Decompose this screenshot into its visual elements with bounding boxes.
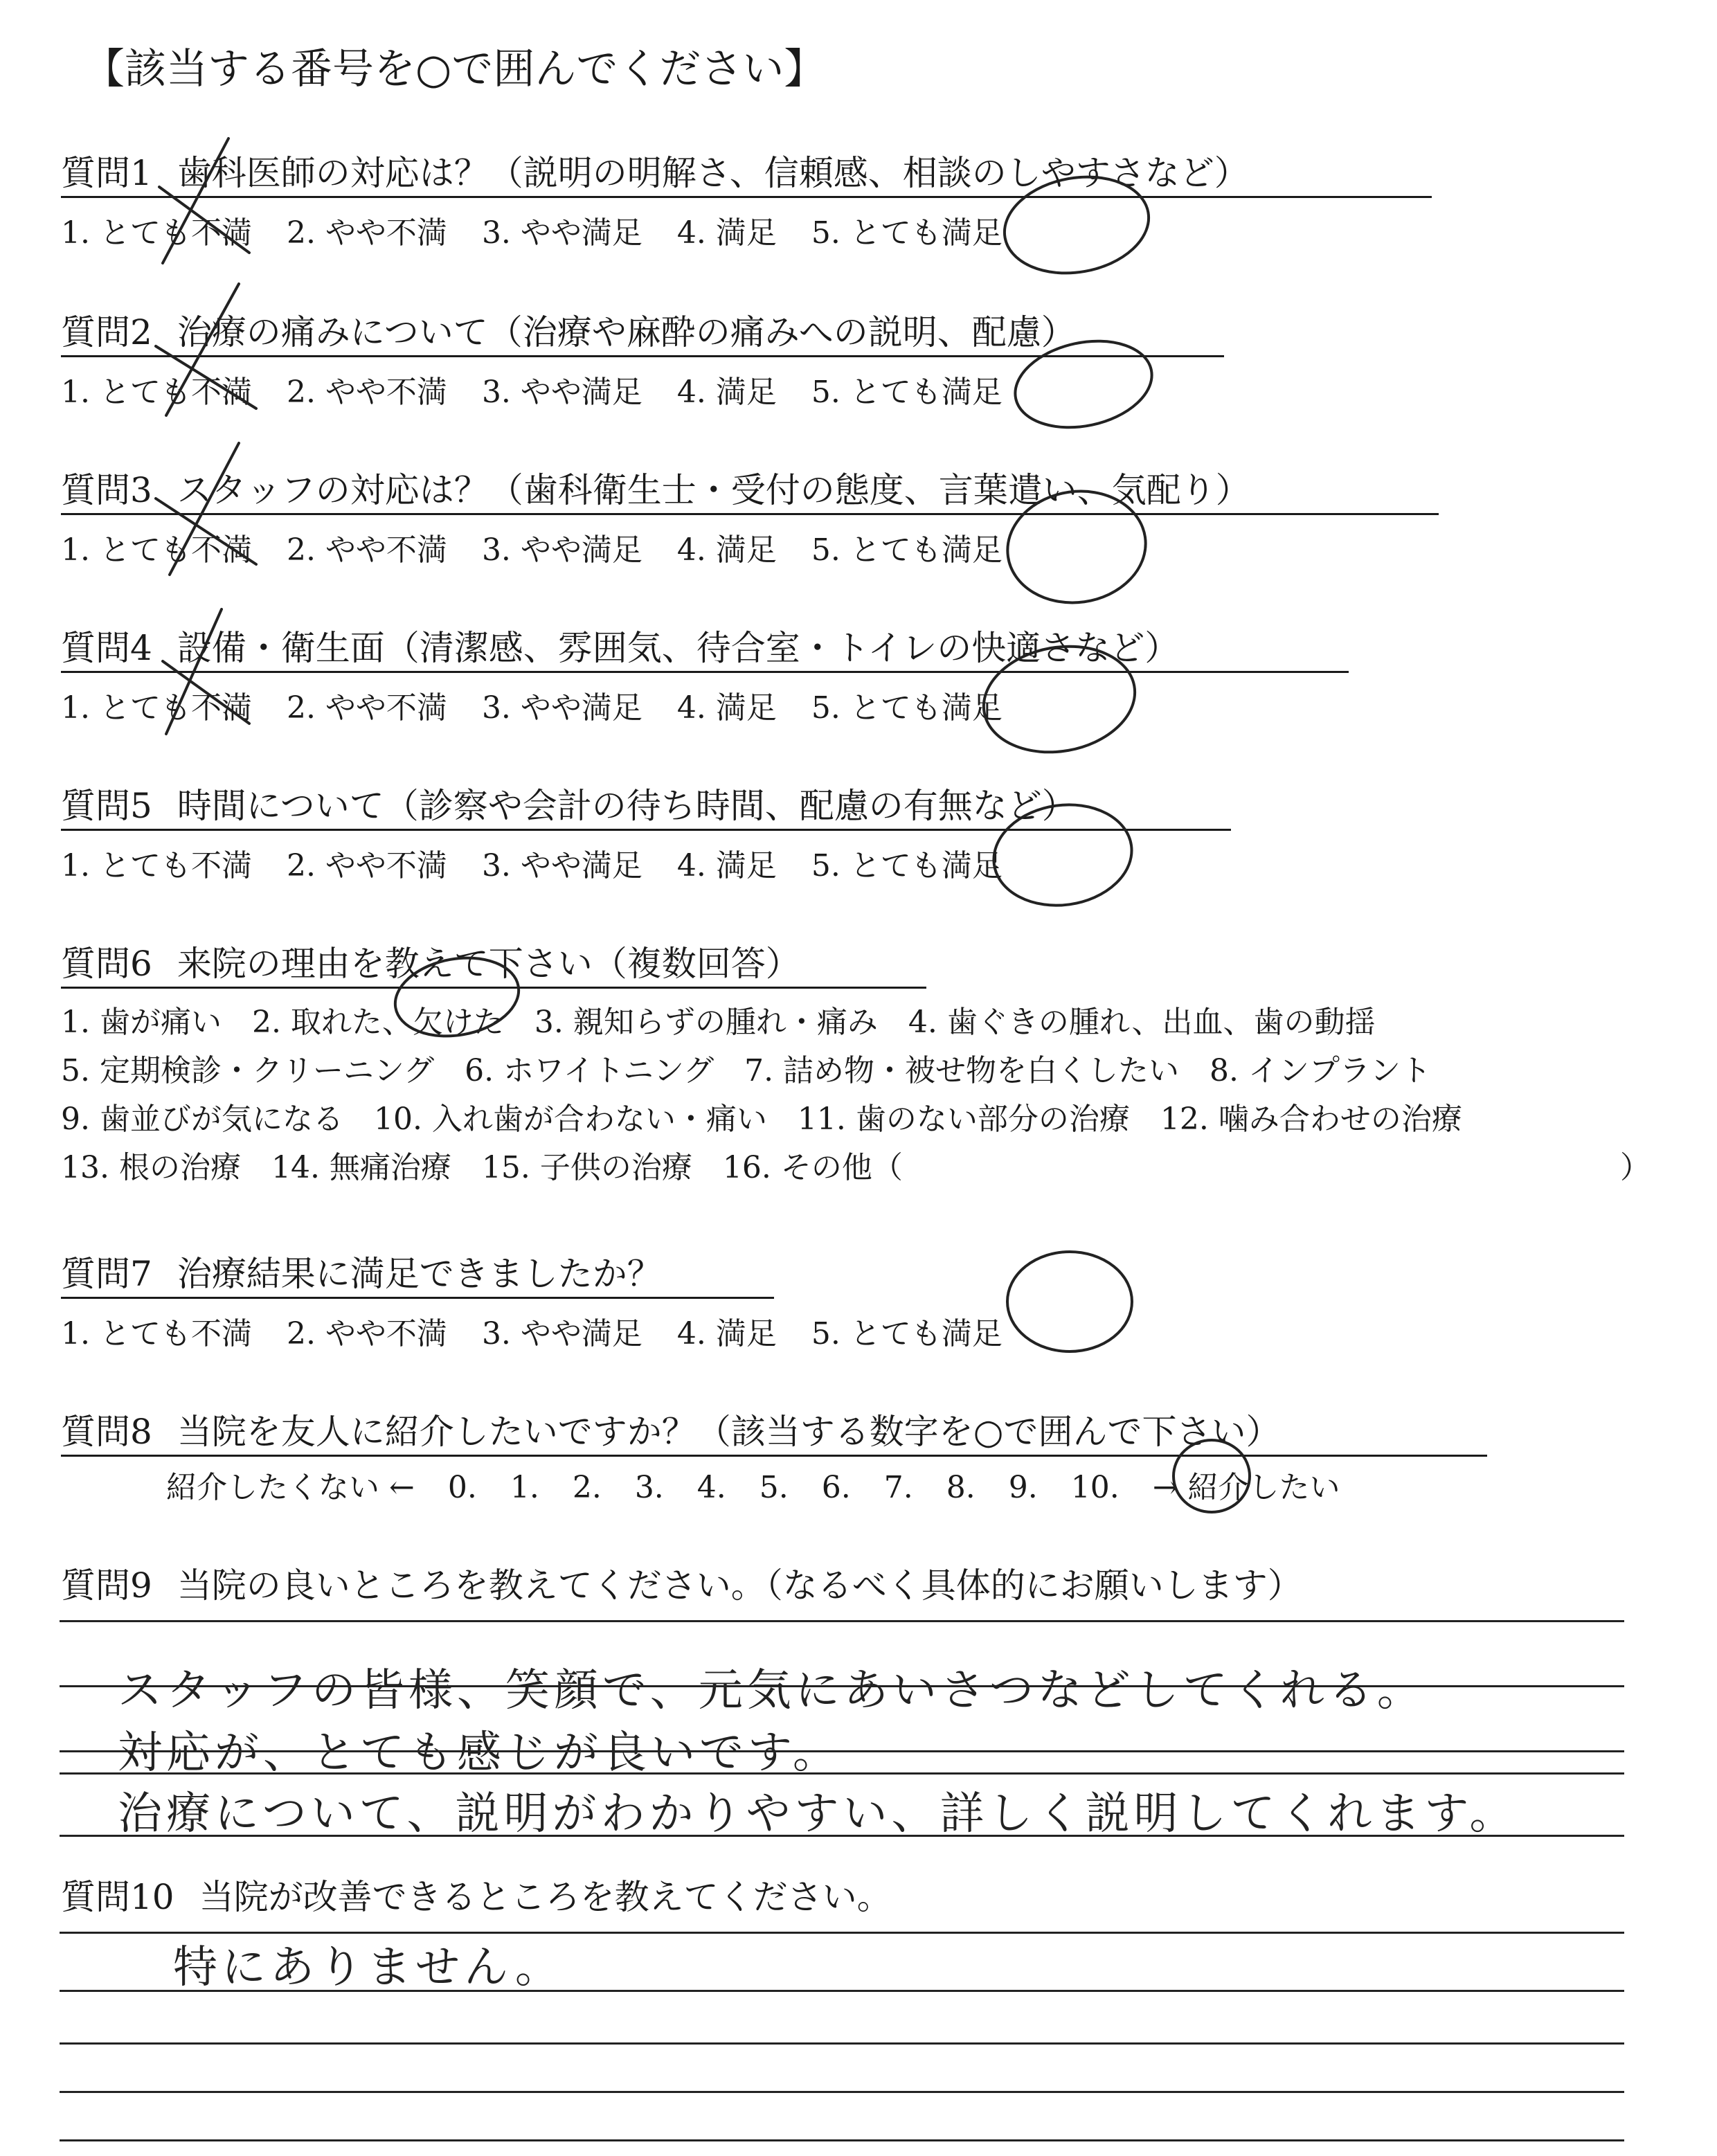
choice-2[interactable]: 2. やや不満 — [286, 848, 447, 883]
question-number: 質問8 — [61, 1412, 152, 1452]
question-9 — [61, 1558, 1302, 1608]
handwritten-answer-line-1[interactable]: スタッフの皆様、笑顔で、元気にあいさつなどしてくれる。 — [118, 1665, 1426, 1716]
question-underline — [61, 355, 1224, 357]
choice-4[interactable]: 4. 満足 — [676, 1316, 777, 1351]
question-number: 質問7 — [61, 1254, 152, 1294]
reason-row-4[interactable] — [61, 1142, 903, 1187]
handwritten-answer-line-2[interactable]: 対応が、とても感じが良いです。 — [118, 1727, 841, 1779]
question-underline — [61, 671, 1349, 673]
choice-2[interactable]: 2. やや不満 — [286, 375, 447, 410]
rating-choices-q3 — [61, 525, 1037, 569]
recommend-scale — [166, 1462, 1374, 1507]
question-underline — [61, 987, 926, 989]
answer-line — [60, 2139, 1624, 2141]
choice-4[interactable]: 4. 満足 — [676, 532, 777, 568]
choice-3[interactable]: 3. やや満足 — [481, 1316, 642, 1351]
reason-row-2[interactable] — [61, 1045, 1431, 1090]
question-text: 時間について（診察や会計の待ち時間、配慮の有無など） — [177, 786, 1077, 826]
choice-1[interactable]: 1. とても不満 — [61, 215, 252, 251]
choice-3[interactable]: 3. やや満足 — [481, 532, 642, 568]
question-text: スタッフの対応は？（歯科衛生士・受付の態度、言葉遣い、気配り） — [177, 470, 1250, 510]
question-1 — [61, 145, 1249, 195]
choice-2[interactable]: 2. やや不満 — [286, 1316, 447, 1351]
question-text: 治療の痛みについて（治療や麻酔の痛みへの説明、配慮） — [177, 312, 1076, 352]
question-text: 来院の理由を教えて下さい（複数回答） — [177, 944, 800, 984]
question-number: 質問9 — [61, 1565, 152, 1606]
choice-1[interactable]: 1. とても不満 — [61, 690, 252, 726]
choice-5[interactable]: 5. とても満足 — [811, 375, 1003, 410]
reason-row-text: 5. 定期検診・クリーニング 6. ホワイトニング 7. 詰め物・被せ物を白くしたい 8. インプラント — [61, 1053, 1432, 1088]
form-title: 【該当する番号を○で囲んでください】 — [83, 45, 826, 93]
scale-9[interactable]: 9. — [1008, 1470, 1038, 1505]
choice-3[interactable]: 3. やや満足 — [481, 375, 642, 410]
choice-4[interactable]: 4. 満足 — [676, 375, 777, 410]
question-underline — [61, 1297, 774, 1299]
scale-4[interactable]: 4. — [696, 1470, 726, 1505]
answer-line — [60, 1620, 1624, 1622]
choice-1[interactable]: 1. とても不満 — [61, 375, 252, 410]
scale-2[interactable]: 2. — [572, 1470, 602, 1505]
choice-5[interactable]: 5. とても満足 — [811, 532, 1003, 568]
scale-1[interactable]: 1. — [510, 1470, 539, 1505]
rating-choices-q7 — [61, 1309, 1037, 1353]
scale-5[interactable]: 5. — [759, 1470, 789, 1505]
rating-choices-q1 — [61, 208, 1037, 252]
reason-row-1[interactable] — [61, 997, 1376, 1041]
scale-8[interactable]: 8. — [946, 1470, 976, 1505]
question-number: 質問4 — [61, 628, 152, 668]
answer-line — [60, 2042, 1624, 2045]
choice-4[interactable]: 4. 満足 — [676, 848, 777, 883]
choice-1[interactable]: 1. とても不満 — [61, 532, 252, 568]
scale-6[interactable]: 6. — [821, 1470, 851, 1505]
question-text: 当院を友人に紹介したいですか？（該当する数字を○で囲んで下さい） — [177, 1412, 1281, 1452]
question-7 — [61, 1246, 662, 1296]
question-8 — [61, 1404, 1280, 1454]
choice-1[interactable]: 1. とても不満 — [61, 848, 252, 883]
question-6 — [61, 936, 800, 986]
other-close-paren: ） — [1620, 1150, 1651, 1185]
choice-5[interactable]: 5. とても満足 — [811, 215, 1003, 251]
scale-left-label: 紹介したくない ← — [166, 1470, 415, 1505]
question-text: 当院の良いところを教えてください。（なるべく具体的にお願いします） — [177, 1565, 1302, 1606]
question-text: 設備・衛生面（清潔感、雰囲気、待合室・トイレの快適さなど） — [177, 628, 1180, 668]
handwritten-answer-line-3[interactable]: 治療について、説明がわかりやすい、詳しく説明してくれます。 — [118, 1788, 1518, 1840]
question-underline — [61, 196, 1432, 198]
choice-4[interactable]: 4. 満足 — [676, 690, 777, 726]
reason-row-text: 9. 歯並びが気になる 10. 入れ歯が合わない・痛い 11. 歯のない部分の治療 12. 噛み合わせの治療 — [61, 1102, 1462, 1137]
choice-2[interactable]: 2. やや不満 — [286, 532, 447, 568]
question-5 — [61, 778, 1077, 828]
rating-choices-q5 — [61, 841, 1037, 885]
choice-5[interactable]: 5. とても満足 — [811, 690, 1003, 726]
choice-2[interactable]: 2. やや不満 — [286, 690, 447, 726]
question-underline — [61, 1455, 1487, 1457]
rating-choices-q4 — [61, 683, 1037, 727]
question-3 — [61, 462, 1250, 512]
choice-3[interactable]: 3. やや満足 — [481, 848, 642, 883]
question-text: 歯科医師の対応は？（説明の明解さ、信頼感、相談のしやすさなど） — [177, 153, 1249, 193]
choice-3[interactable]: 3. やや満足 — [481, 690, 642, 726]
choice-4[interactable]: 4. 満足 — [676, 215, 777, 251]
reason-row-text: 1. 歯が痛い 2. 取れた、欠けた 3. 親知らずの腫れ・痛み 4. 歯ぐきの腫れ、出血、歯の動揺 — [61, 1005, 1376, 1040]
choice-5[interactable]: 5. とても満足 — [811, 1316, 1003, 1351]
scale-right-label: → 紹介したい — [1152, 1470, 1340, 1505]
question-number: 質問5 — [61, 786, 152, 826]
scale-10[interactable]: 10. — [1070, 1470, 1120, 1505]
question-underline — [61, 829, 1231, 831]
handwritten-answer-q10[interactable]: 特にありません。 — [173, 1942, 564, 1993]
question-2 — [61, 305, 1076, 354]
answer-line — [60, 2091, 1624, 2093]
question-number: 質問2 — [61, 312, 152, 352]
question-text: 治療結果に満足できましたか？ — [177, 1254, 662, 1294]
question-10 — [61, 1869, 892, 1919]
choice-1[interactable]: 1. とても不満 — [61, 1316, 252, 1351]
question-text: 当院が改善できるところを教えてください。 — [199, 1877, 892, 1917]
choice-5[interactable]: 5. とても満足 — [811, 848, 1003, 883]
scale-7[interactable]: 7. — [883, 1470, 913, 1505]
scale-3[interactable]: 3. — [634, 1470, 664, 1505]
question-number: 質問10 — [61, 1877, 174, 1917]
choice-3[interactable]: 3. やや満足 — [481, 215, 642, 251]
rating-choices-q2 — [61, 367, 1037, 411]
scale-0[interactable]: 0. — [447, 1470, 477, 1505]
question-4 — [61, 620, 1179, 670]
question-number: 質問3 — [61, 470, 152, 510]
question-number: 質問6 — [61, 944, 152, 984]
reason-row-3[interactable] — [61, 1094, 1462, 1138]
reason-row-text: 13. 根の治療 14. 無痛治療 15. 子供の治療 16. その他（ — [61, 1150, 903, 1185]
question-underline — [61, 513, 1439, 515]
question-number: 質問1 — [61, 153, 152, 193]
choice-2[interactable]: 2. やや不満 — [286, 215, 447, 251]
